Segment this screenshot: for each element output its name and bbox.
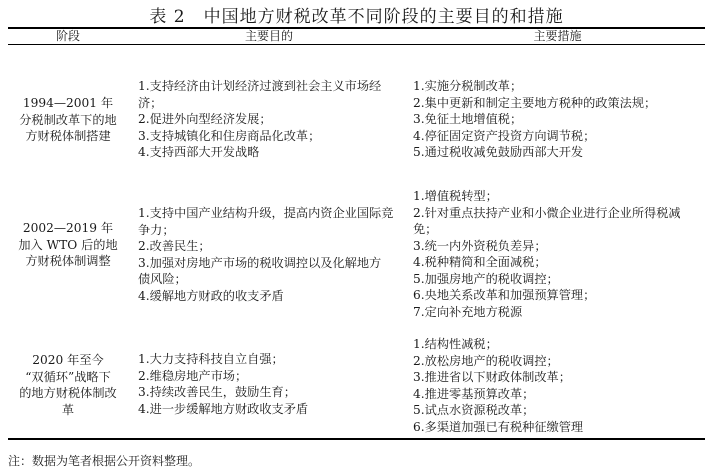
goals-line: 争力； bbox=[138, 222, 175, 237]
goals-line: 济； bbox=[138, 95, 163, 110]
stage-line: 1994—2001 年 bbox=[22, 96, 114, 110]
stage-line: 方财税体制搭建 bbox=[25, 129, 111, 143]
measures-line: 5.通过税收减免鼓励西部大开发 bbox=[413, 145, 584, 159]
header-measures: 主要措施 bbox=[533, 29, 582, 43]
measures-line: 2.集中更新和制定主要地方税种的政策法规； bbox=[413, 95, 657, 110]
measures-line: 7.定向补充地方税源 bbox=[413, 304, 523, 319]
table-note: 注：数据为笔者根据公开资料整理。 bbox=[8, 454, 201, 468]
table-title: 表 2 中国地方财税改革不同阶段的主要目的和措施 bbox=[149, 7, 564, 27]
goals-line: 4.缓解地方财政的收支矛盾 bbox=[138, 288, 284, 303]
row-2-stage-cell bbox=[8, 220, 128, 270]
goals-line: 3.支持城镇化和住房商品化改革； bbox=[138, 128, 321, 143]
measures-line: 1.增值税转型； bbox=[413, 189, 498, 203]
stage-line: 2020 年至今 bbox=[32, 353, 104, 367]
goals-line: 4.进一步缓解地方财政收支矛盾 bbox=[138, 401, 309, 416]
row-2-measures-cell bbox=[413, 188, 705, 320]
measures-line: 1.实施分税制改革； bbox=[413, 79, 523, 93]
measures-line: 4.停征固定资产投资方向调节税； bbox=[413, 128, 596, 143]
row-1-measures-cell bbox=[413, 78, 705, 161]
goals-line: 2.促进外向型经济发展； bbox=[138, 112, 272, 126]
goals-line: 3.持续改善民生，鼓励生育； bbox=[138, 385, 296, 399]
goals-line: 债风险； bbox=[138, 272, 187, 286]
row-3-stage-cell bbox=[8, 352, 128, 418]
measures-line: 4.推进零基预算改革； bbox=[413, 386, 535, 401]
goals-line: 4.支持西部大开发战略 bbox=[138, 145, 260, 159]
goals-line: 1.支持经济由计划经济过渡到社会主义市场经 bbox=[138, 79, 382, 93]
goals-line: 2.维稳房地产市场； bbox=[138, 368, 248, 383]
measures-line: 3.免征土地增值税； bbox=[413, 112, 523, 126]
measures-line: 5.试点水资源税改革； bbox=[413, 403, 535, 417]
goals-line: 1.大力支持科技自立自强； bbox=[138, 352, 284, 366]
bottom-rule bbox=[8, 438, 705, 440]
goals-line: 3.加强对房地产市场的税收调控以及化解地方 bbox=[138, 255, 382, 270]
goals-line: 2.改善民生； bbox=[138, 239, 211, 253]
goals-line: 1.支持中国产业结构升级，提高内资企业国际竞 bbox=[138, 206, 394, 220]
measures-line: 3.统一内外资税负差异； bbox=[413, 238, 547, 253]
header-rule bbox=[8, 44, 705, 45]
row-2-goals-cell bbox=[138, 205, 408, 304]
stage-line: 加入 WTO 后的地 bbox=[18, 237, 118, 252]
row-3-measures-cell bbox=[413, 336, 705, 435]
row-1-stage-cell bbox=[8, 95, 128, 145]
measures-line: 2.放松房地产的税收调控； bbox=[413, 353, 559, 368]
header-stage: 阶段 bbox=[55, 29, 80, 43]
stage-line: 分税制改革下的地 bbox=[19, 112, 117, 127]
measures-line: 6.央地关系改革和加强预算管理； bbox=[413, 288, 596, 302]
measures-line: 4.税种精简和全面减税； bbox=[413, 255, 547, 269]
stage-line: 的地方财税体制改 bbox=[19, 386, 117, 400]
row-1-goals-cell bbox=[138, 78, 408, 161]
measures-line: 免； bbox=[413, 222, 438, 236]
measures-line: 6.多渠道加强已有税种征缴管理 bbox=[413, 419, 584, 434]
stage-line: 革 bbox=[61, 402, 75, 417]
stage-line: “双循环”战略下 bbox=[25, 369, 111, 384]
header-goals: 主要目的 bbox=[244, 29, 293, 43]
measures-line: 3.推进省以下财政体制改革； bbox=[413, 370, 571, 384]
measures-line: 5.加强房地产的税收调控； bbox=[413, 271, 559, 286]
row-3-goals-cell bbox=[138, 351, 408, 417]
measures-line: 1.结构性减税； bbox=[413, 337, 498, 351]
stage-line: 方财税体制调整 bbox=[25, 254, 111, 268]
stage-line: 2002—2019 年 bbox=[22, 221, 114, 235]
measures-line: 2.针对重点扶持产业和小微企业进行企业所得税减 bbox=[413, 205, 681, 220]
